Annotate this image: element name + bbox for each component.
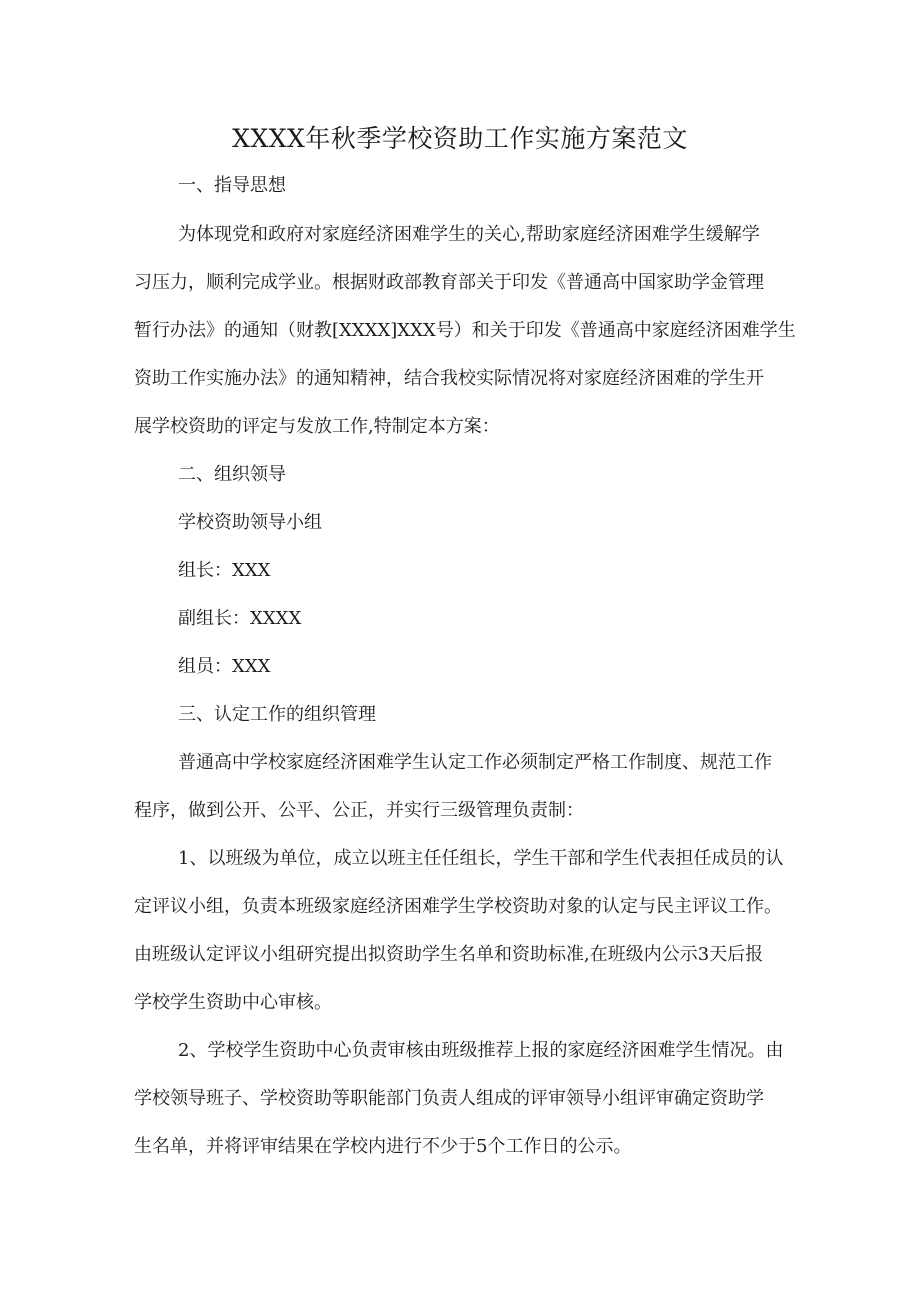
paragraph-line: 程序，做到公开、公平、公正，并实行三级管理负责制： <box>134 800 584 821</box>
paragraph-line: 习压力，顺利完成学业。根据财政部教育部关于印发《普通高中国家助学金管理 <box>134 272 764 293</box>
list-item-line: 生名单，并将评审结果在学校内进行不少于5个工作日的公示。 <box>134 1136 632 1157</box>
section-heading-guiding-ideology: 一、指导思想 <box>178 175 286 196</box>
group-leader: 组长：XXX <box>178 560 271 581</box>
paragraph-line: 普通高中学校家庭经济困难学生认定工作必须制定严格工作制度、规范工作 <box>178 752 772 773</box>
paragraph-line: 资助工作实施办法》的通知精神，结合我校实际情况将对家庭经济困难的学生开 <box>134 368 764 389</box>
group-name: 学校资助领导小组 <box>178 512 322 533</box>
list-item-line: 1、以班级为单位，成立以班主任任组长，学生干部和学生代表担任成员的认 <box>178 848 784 869</box>
list-item-line: 学校领导班子、学校资助等职能部门负责人组成的评审领导小组评审确定资助学 <box>134 1088 764 1109</box>
group-members: 组员：XXX <box>178 656 271 677</box>
paragraph-line: 暂行办法》的通知（财教[XXXX]XXX号）和关于印发《普通高中家庭经济困难学生 <box>134 320 796 341</box>
document-title: XXXX年秋季学校资助工作实施方案范文 <box>232 124 688 153</box>
paragraph-line: 展学校资助的评定与发放工作,特制定本方案： <box>134 416 500 437</box>
section-heading-organization: 二、组织领导 <box>178 464 286 485</box>
list-item-line: 定评议小组，负责本班级家庭经济困难学生学校资助对象的认定与民主评议工作。 <box>134 896 782 917</box>
list-item-line: 学校学生资助中心审核。 <box>134 992 332 1013</box>
list-item-line: 由班级认定评议小组研究提出拟资助学生名单和资助标准,在班级内公示3天后报 <box>134 944 764 965</box>
list-item-line: 2、学校学生资助中心负责审核由班级推荐上报的家庭经济困难学生情况。由 <box>178 1040 784 1061</box>
group-deputy-leader: 副组长：XXXX <box>178 608 302 629</box>
section-heading-management: 三、认定工作的组织管理 <box>178 704 376 725</box>
paragraph-line: 为体现党和政府对家庭经济困难学生的关心,帮助家庭经济困难学生缓解学 <box>178 224 760 245</box>
